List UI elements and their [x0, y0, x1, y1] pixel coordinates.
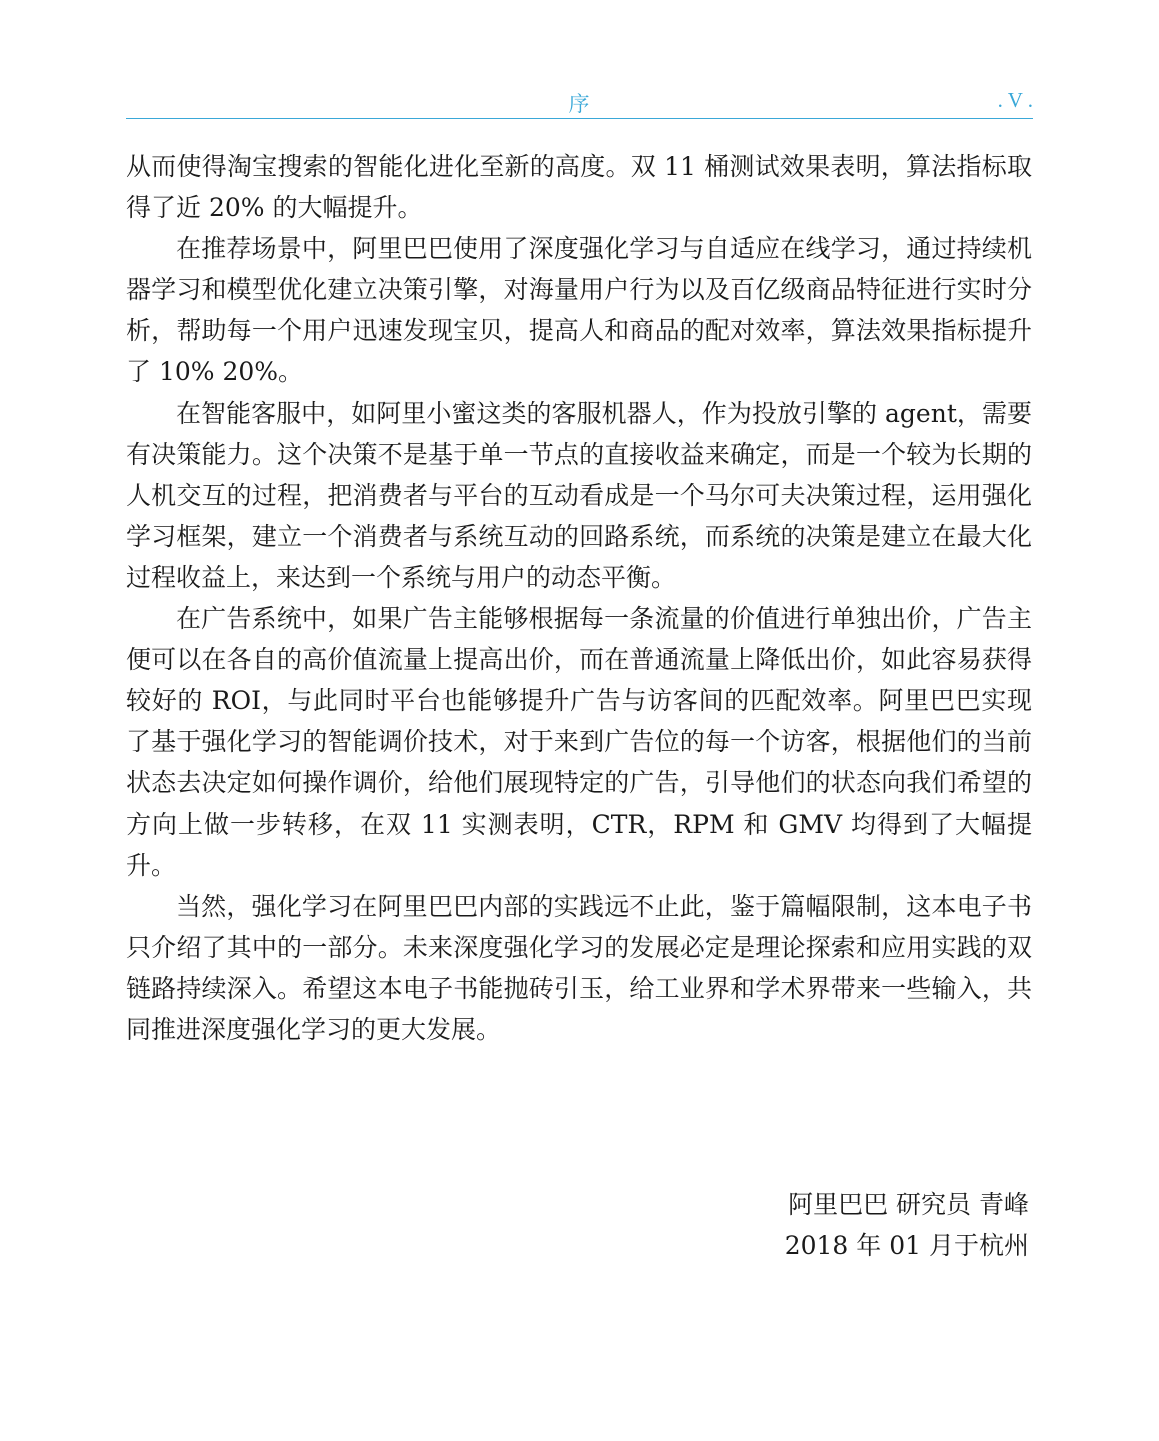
page-header: [126, 84, 1033, 119]
paragraph-customer-service: 在智能客服中，如阿里小蜜这类的客服机器人，作为投放引擎的 agent，需要有决策能力。这个决策不是基于单一节点的直接收益来确定，而是一个较为长期的人机交互的过程，把消费者与平台的互动看成是一个马尔可夫决策过程，运用强化学习框架，建立一个消费者与系统互动的回路系统，而系统的决策是建立在最大化过程收益上，来达到一个系统与用户的动态平衡。: [126, 398, 1032, 592]
paragraph-advertising: 在广告系统中，如果广告主能够根据每一条流量的价值进行单独出价，广告主便可以在各自的高价值流量上提高出价，而在普通流量上降低出价，如此容易获得较好的 ROI，与此同时平台也能够提升广告与访客间的匹配效率。阿里巴巴实现了基于强化学习的智能调价技术，对于来到广告位的每一个访客，根据他们的当前状态去决定如何操作调价，给他们展现特定的广告，引导他们的状态向我们希望的方向上做一步转移，在双 11 实测表明，CTR，RPM 和 GMV 均得到了大幅提升。: [126, 604, 1032, 880]
signature-block: [785, 1184, 1029, 1266]
chapter-title: 序: [568, 92, 591, 116]
signature-date: 2018 年 01 月于杭州: [784, 1231, 1029, 1260]
paragraph-continued: 从而使得淘宝搜索的智能化进化至新的高度。双 11 桶测试效果表明，算法指标取得了近 20% 的大幅提升。: [126, 152, 1032, 223]
signature-author: 阿里巴巴 研究员 青峰: [788, 1190, 1029, 1219]
body-text: [126, 146, 1032, 1050]
paragraph-recommendation: 在推荐场景中，阿里巴巴使用了深度强化学习与自适应在线学习，通过持续机器学习和模型优化建立决策引擎，对海量用户行为以及百亿级商品特征进行实时分析，帮助每一个用户迅速发现宝贝，提高人和商品的配对效率，算法效果指标提升了 10% 20%。: [126, 234, 1032, 387]
paragraph-conclusion: 当然，强化学习在阿里巴巴内部的实践远不止此，鉴于篇幅限制，这本电子书只介绍了其中的一部分。未来深度强化学习的发展必定是理论探索和应用实践的双链路持续深入。希望这本电子书能抛砖引玉，给工业界和学术界带来一些输入，共同推进深度强化学习的更大发展。: [126, 891, 1032, 1044]
page-number: . V .: [997, 88, 1033, 112]
